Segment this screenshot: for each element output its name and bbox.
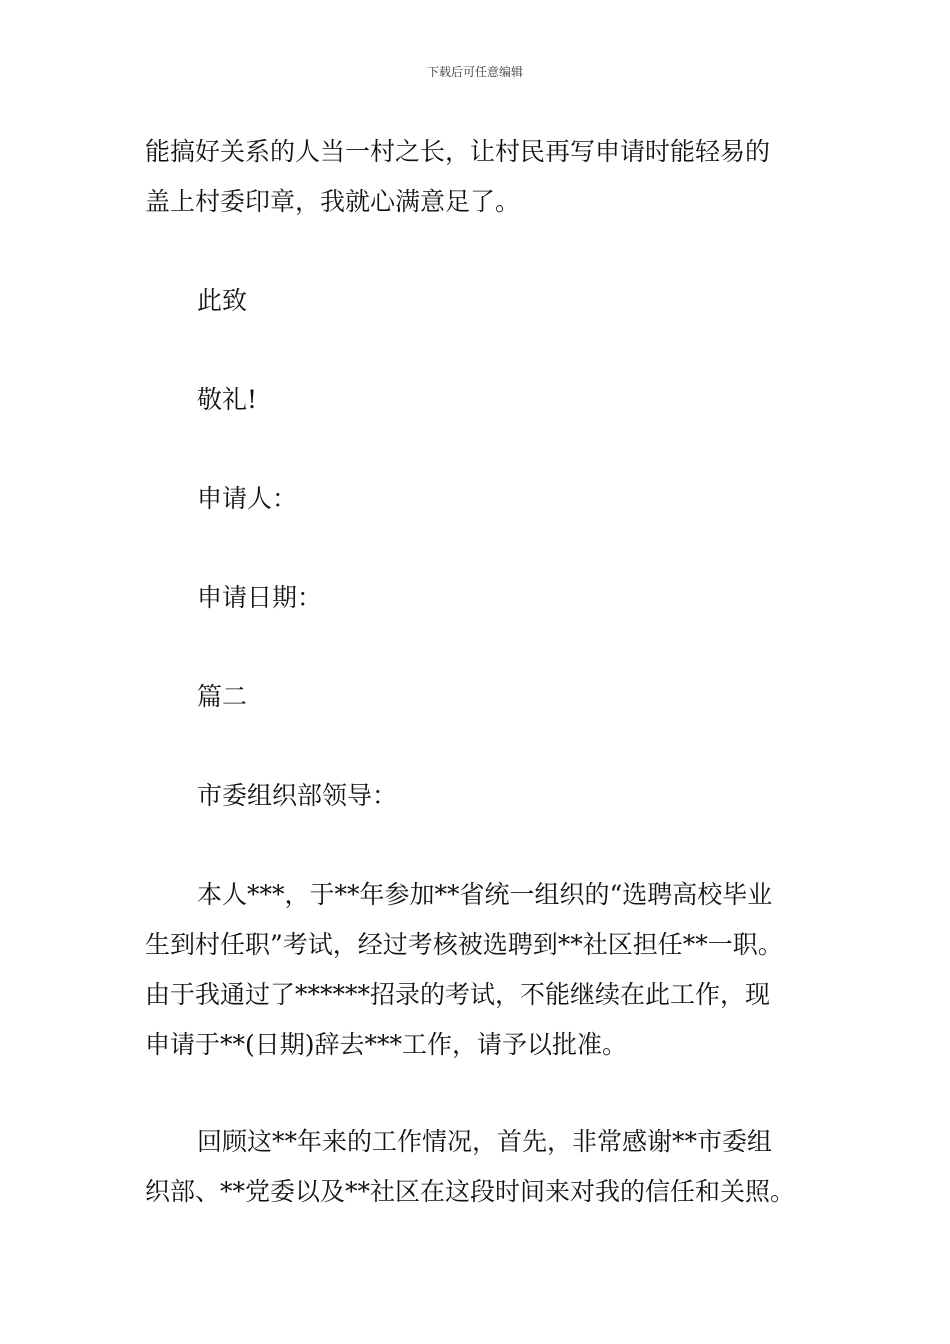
paragraph-line: 生到村任职”考试，经过考核被选聘到**社区担任**一职。 (145, 930, 783, 959)
paragraph-line: 由于我通过了******招录的考试，不能继续在此工作，现 (145, 980, 771, 1009)
section-title: 篇二 (197, 682, 248, 711)
page-header-note: 下载后可任意编辑 (426, 65, 523, 79)
paragraph-line: 回顾这**年来的工作情况，首先，非常感谢**市委组 (197, 1127, 773, 1156)
letter-salutation: 市委组织部领导： (197, 781, 398, 810)
document-body (145, 127, 815, 1217)
paragraph-line: 盖上村委印章，我就心满意足了。 (145, 187, 521, 216)
applicant-label: 申请人： (197, 484, 298, 513)
paragraph-line: 申请于**(日期)辞去***工作，请予以批准。 (145, 1030, 628, 1059)
paragraph-review (145, 1117, 815, 1217)
paragraph-line: 织部、**党委以及**社区在这段时间来对我的信任和关照。 (145, 1177, 796, 1206)
paragraph-line: 本人***，于**年参加**省统一组织的“选聘高校毕业 (197, 880, 773, 909)
paragraph-line: 能搞好关系的人当一村之长，让村民再写申请时能轻易的 (145, 137, 771, 166)
closing-greeting: 此致 (197, 286, 248, 315)
paragraph-continuation (145, 127, 815, 227)
closing-salute: 敬礼! (197, 385, 258, 414)
paragraph-resignation (145, 870, 815, 1070)
application-date-label: 申请日期： (197, 583, 323, 612)
